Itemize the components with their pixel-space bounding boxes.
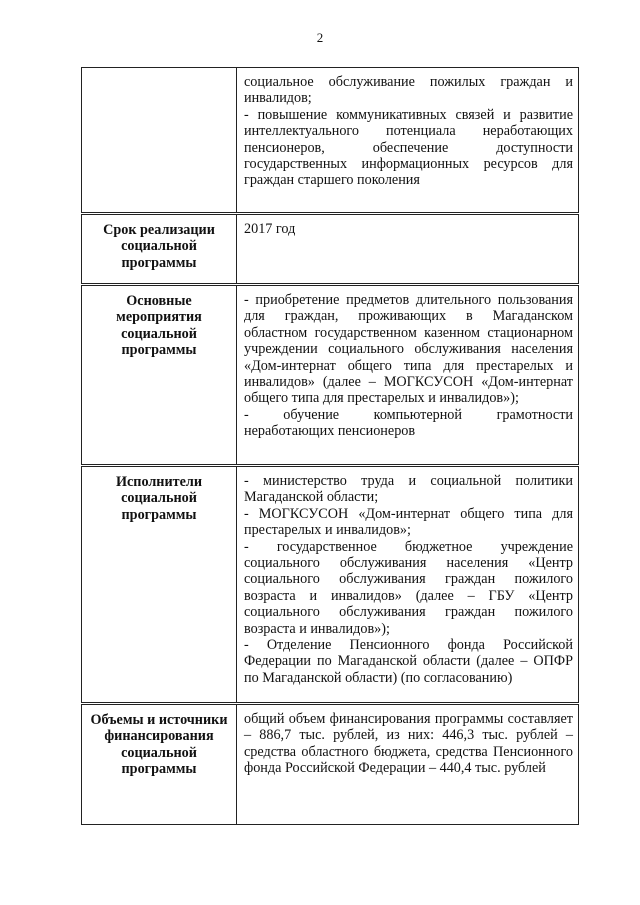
paragraph: 2017 год xyxy=(244,221,296,237)
row-label-main-activities: Основные мероприятия социальной программы xyxy=(82,285,237,466)
paragraph: - министерство труда и социальной политики Магаданской области; xyxy=(244,473,573,506)
paragraph: - приобретение предметов длительного пользования для граждан, проживающих в Магаданском областном государственном казенном стационарном учреждении социального обслуживания населения «Дом-интернат общего типа для престарелых и инвалидов» (далее – МОГКСУСОН «Дом-интернат общего типа для престарелых и инвалидов»); xyxy=(244,292,573,407)
page-number: 2 xyxy=(316,30,324,45)
row-label-executors: Исполнители социальной программы xyxy=(82,466,237,704)
row-text xyxy=(237,68,579,214)
paragraph: социальное обслуживание пожилых граждан и инвалидов; xyxy=(244,74,573,107)
table-row-tasks-continued xyxy=(82,68,579,214)
paragraph: общий объем финансирования программы составляет – 886,7 тыс. рублей, из них: 446,3 тыс. рублей – средства областного бюджета, средства Пенсионного фонда Российской Федерации – 440,4 тыс. рублей xyxy=(244,711,573,777)
paragraph: - повышение коммуникативных связей и развитие интеллектуального потенциала неработающих пенсионеров, обеспечение доступности государственных информационных ресурсов для граждан старшего поколения xyxy=(244,106,573,189)
table-row-executors xyxy=(82,466,579,704)
row-label xyxy=(82,68,237,214)
paragraph: - государственное бюджетное учреждение социального обслуживания населения «Центр социального обслуживания граждан пожилого возраста и инвалидов» (далее – ГБУ «Центр социального обслуживания граждан пожилого возраста и инвалидов»); xyxy=(244,538,573,637)
row-label-funding: Объемы и источники финансирования социальной программы xyxy=(82,704,237,825)
table-row-main-activities xyxy=(82,285,579,466)
paragraph: - Отделение Пенсионного фонда Российской Федерации по Магаданской области (далее – ОПФР по Магаданской области) (по согласованию) xyxy=(244,637,573,686)
paragraph: - обучение компьютерной грамотности неработающих пенсионеров xyxy=(244,406,573,440)
program-passport-table xyxy=(81,67,579,825)
row-text xyxy=(237,214,579,285)
row-text xyxy=(237,704,579,825)
row-text xyxy=(237,466,579,704)
paragraph: - МОГКСУСОН «Дом-интернат общего типа для престарелых и инвалидов»; xyxy=(244,505,573,539)
row-label-implementation-period: Срок реализации социальной программы xyxy=(82,214,237,285)
table-row-funding xyxy=(82,704,579,825)
table-row-implementation-period xyxy=(82,214,579,285)
row-text xyxy=(237,285,579,466)
